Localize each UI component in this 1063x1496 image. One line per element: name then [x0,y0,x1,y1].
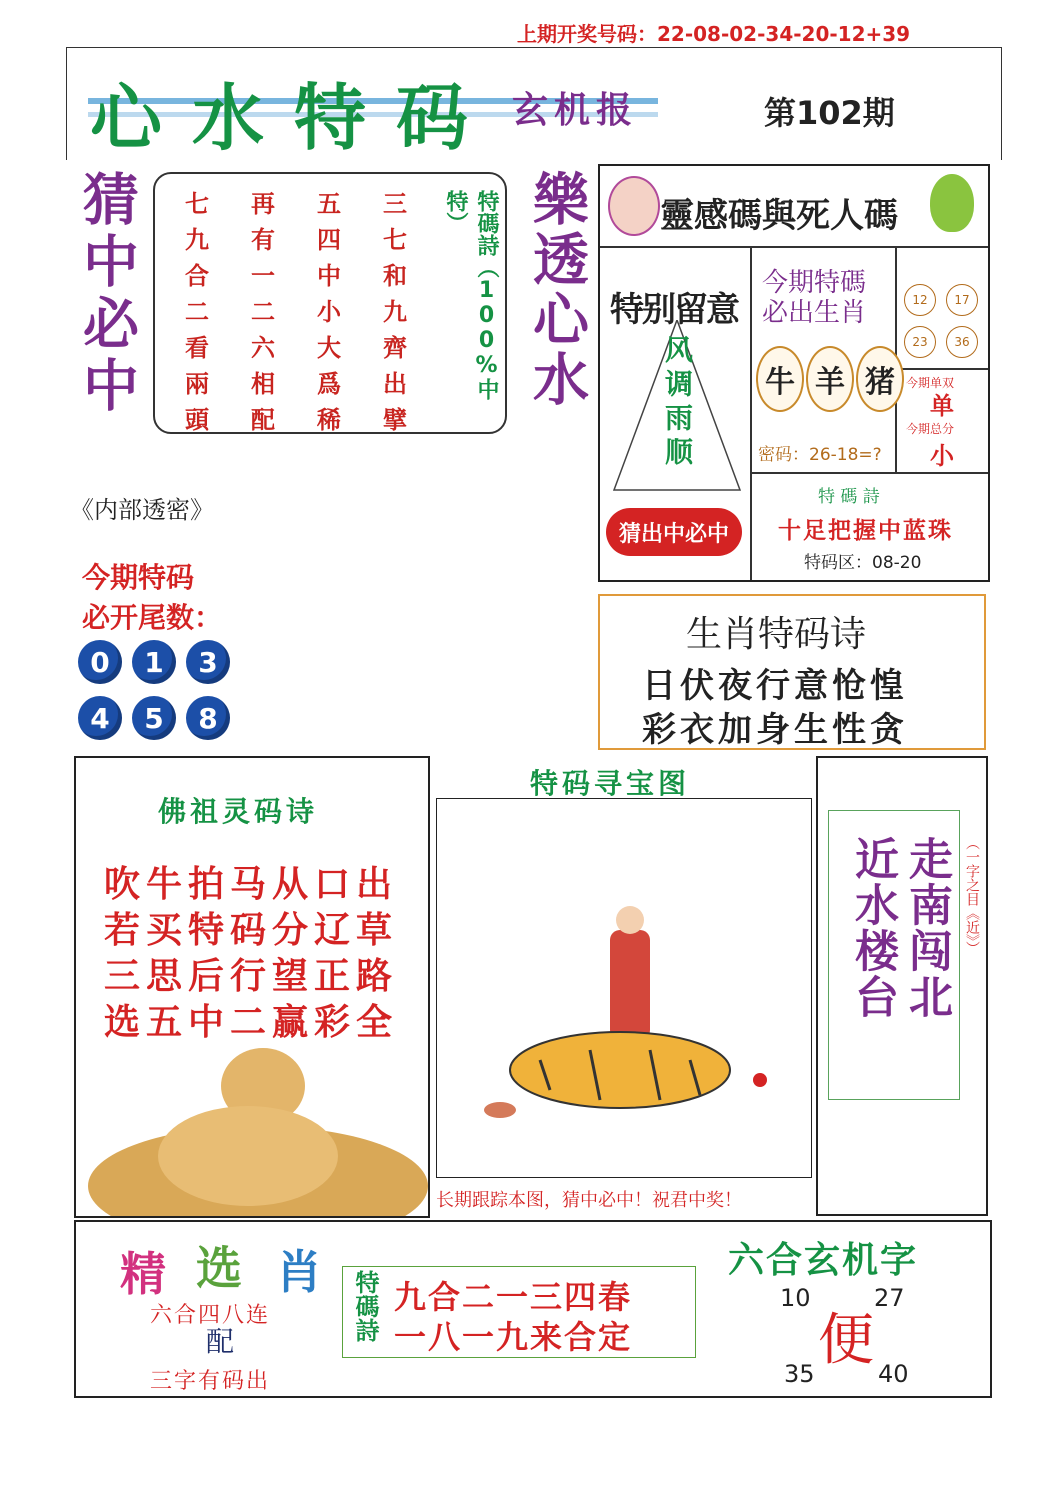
poem-char: 中 [317,261,341,290]
number-circle: 23 [904,326,936,358]
face-icon [608,176,660,236]
poem-char: 合 [185,261,209,290]
bottom-line-3: 三字有码出 [150,1369,271,1394]
panel-zone: 特码区：08-20 [804,553,922,573]
panel-divider-h3 [897,368,988,370]
number-circle: 36 [946,326,978,358]
poem-char: 頭 [185,405,209,434]
poem-char: 七 [185,189,209,218]
bottom-line-1: 六合四八连 [150,1303,271,1328]
poem-char: 九 [383,297,407,326]
internal-title: 《内部透密》 [70,496,214,524]
buddha-line-3: 三思后行望正路 [104,956,399,997]
poem-char: 和 [383,261,407,290]
odd-even-value: 单 [930,392,954,420]
lh-num-3: 35 [784,1360,815,1388]
xuan-char: 选 [196,1241,242,1295]
poem-char: 二 [185,297,209,326]
panel-divider-h2 [752,472,988,474]
poem-char: 兩 [185,369,209,398]
buddha-image [78,1046,428,1216]
zodiac-goat: 羊 [806,346,854,412]
tail-ball: 4 [78,696,122,740]
internal-line-2: 必开尾数： [82,601,223,634]
poem-char: 大 [317,333,341,362]
zodiac-list [756,346,904,412]
number-circle: 12 [904,284,936,316]
bottom-poem-line-2: 一八一九来合定 [394,1318,633,1356]
buddha-line-4: 选五中二赢彩全 [104,1002,399,1043]
poem-char: 六 [251,333,275,362]
treasure-caption: 长期跟踪本图，猜中必中！祝君中奖！ [436,1190,742,1211]
total-label: 今期总分 [906,422,955,436]
poem-char: 七 [383,225,407,254]
poem-char: 小 [317,297,341,326]
lh-num-2: 27 [874,1284,905,1312]
guess-badge[interactable]: 猜出中必中 [606,508,742,556]
zodiac-poem-line-2: 彩衣加身生性贪 [642,710,908,750]
slogan-right: 樂透心水 [524,170,589,410]
tail-balls [78,640,230,740]
zodiac-ox: 牛 [756,346,804,412]
tiger-rider-image [460,900,800,1160]
tail-ball: 3 [186,640,230,684]
lh-title: 六合玄机字 [728,1240,919,1281]
total-value: 小 [930,442,954,470]
skull-icon [930,174,974,232]
this-period-line-2: 必出生肖 [762,298,867,328]
poem-char: 相 [251,369,275,398]
notice-label: 特别留意 [610,290,738,330]
poem-char: 再 [251,189,275,218]
this-period-line-1: 今期特碼 [762,268,867,298]
bottom-line-2: 配 [206,1325,235,1358]
riddle-col-1: 走南闯北 [901,836,952,1020]
internal-line-1: 今期特码 [82,561,195,594]
poem-char: 三 [383,189,407,218]
poem-char: 擘 [383,405,407,434]
poem-col-3 [298,183,360,435]
bottom-poem-line-1: 九合二一三四春 [394,1278,633,1316]
buddha-line-2: 若买特码分辽草 [104,910,399,951]
treasure-title: 特码寻宝图 [530,767,691,800]
slogan-left: 猜中必中 [74,170,139,418]
panel-divider-v1 [750,248,752,580]
riddle-hint: （一字之目《近》） [964,836,980,955]
zodiac-poem-title: 生肖特码诗 [686,614,867,655]
panel-divider-h1 [600,246,988,248]
poem-char: 齊 [383,333,407,362]
last-draw-numbers: 上期开奖号码：22-08-02-34-20-12+39 [517,22,911,46]
tail-ball: 5 [132,696,176,740]
zodiac-pig: 猪 [856,346,904,412]
zodiac-poem-line-1: 日伏夜行意怆惶 [642,666,908,706]
poem-char: 九 [185,225,209,254]
poem-char: 看 [185,333,209,362]
tail-ball: 1 [132,640,176,684]
lh-char: 便 [818,1308,874,1373]
poem-char: 五 [317,189,341,218]
buddha-title: 佛祖灵码诗 [158,795,319,828]
secret-code: 密码：26-18=? [758,445,882,465]
jing-char: 精 [120,1247,166,1301]
poem-col-1 [166,183,228,435]
poem-char: 二 [251,297,275,326]
masthead-title: 心水特码 [90,75,499,160]
poem-col-2 [232,183,294,435]
idiom-text: 风调雨顺 [661,335,694,471]
poem-char: 爲 [317,369,341,398]
issue-number: 第102期 [764,94,895,132]
panel-poem-label: 特 碼 詩 [818,487,880,507]
poem-char: 四 [317,225,341,254]
number-circles [904,284,976,358]
poem-char: 一 [251,261,275,290]
masthead-subtitle: 玄机报 [512,90,639,131]
number-circle: 17 [946,284,978,316]
odd-even-label: 今期单双 [906,376,955,390]
bottom-poem-label: 特碼詩 [351,1270,379,1342]
poem-char: 稀 [317,405,341,434]
poem-side-label: 特碼詩（100%中特） [443,190,499,400]
poem-char: 配 [251,405,275,434]
xiao-char: 肖 [276,1245,322,1299]
poem-char: 有 [251,225,275,254]
lh-num-1: 10 [780,1284,811,1312]
poem-grid [166,183,426,435]
lh-num-4: 40 [878,1360,909,1388]
tail-ball: 8 [186,696,230,740]
riddle-col-2: 近水楼台 [847,836,898,1020]
panel-poem: 十足把握中蓝珠 [778,518,953,544]
poem-col-4 [364,183,426,435]
poem-char: 出 [383,369,407,398]
buddha-line-1: 吹牛拍马从口出 [104,864,399,905]
tail-ball: 0 [78,640,122,684]
ghost-panel-title: 靈感碼與死人碼 [660,196,898,236]
